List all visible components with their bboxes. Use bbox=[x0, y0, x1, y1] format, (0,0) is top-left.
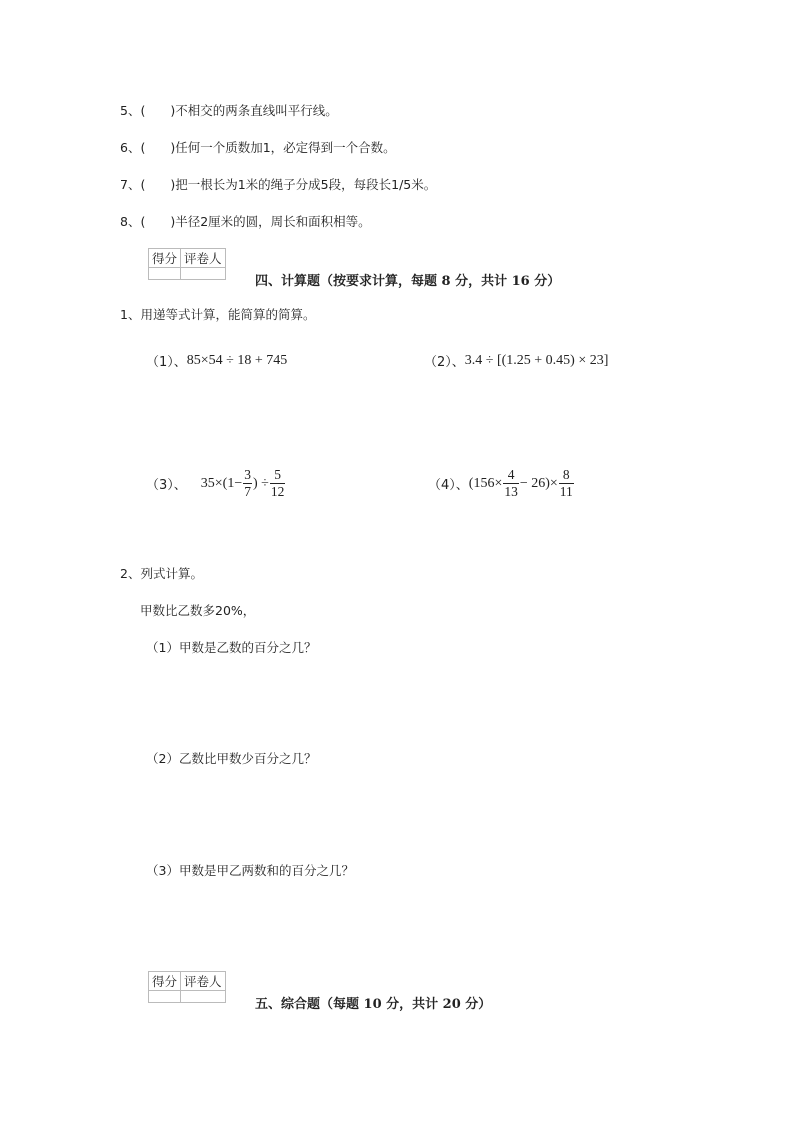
expr-label: （3）、 bbox=[146, 478, 187, 493]
answer-paren: ( ) bbox=[140, 214, 176, 229]
denominator: 12 bbox=[270, 484, 285, 499]
question-2-sub-1: （1）甲数是乙数的百分之几？ bbox=[146, 640, 317, 655]
grader-cell[interactable] bbox=[181, 991, 226, 1003]
fraction bbox=[243, 467, 252, 500]
expr-1 bbox=[146, 351, 287, 370]
numerator: 4 bbox=[503, 467, 519, 484]
expr-2 bbox=[424, 351, 608, 370]
question-2-sub-2: （2）乙数比甲数少百分之几？ bbox=[146, 751, 317, 766]
answer-paren: ( ) bbox=[140, 177, 176, 192]
expr-4 bbox=[428, 467, 575, 500]
expr-part: ) ÷ bbox=[252, 475, 269, 491]
question-1-prompt: 1、用递等式计算，能简算的简算。 bbox=[120, 307, 316, 322]
item-text: 半径2厘米的圆，周长和面积相等。 bbox=[175, 214, 371, 229]
score-cell[interactable] bbox=[149, 268, 181, 280]
denominator: 7 bbox=[244, 484, 251, 499]
answer-paren: ( ) bbox=[140, 103, 176, 118]
item-number: 6、 bbox=[120, 140, 141, 155]
fraction bbox=[559, 467, 574, 500]
grader-label: 评卷人 bbox=[181, 972, 226, 991]
item-number: 8、 bbox=[120, 214, 141, 229]
score-cell[interactable] bbox=[149, 991, 181, 1003]
score-label: 得分 bbox=[149, 972, 181, 991]
fraction bbox=[270, 467, 286, 500]
numerator: 8 bbox=[559, 467, 574, 484]
item-text: 任何一个质数加1，必定得到一个合数。 bbox=[175, 140, 396, 155]
item-number: 7、 bbox=[120, 177, 141, 192]
judge-item-5 bbox=[120, 101, 338, 119]
expr-label: （1）、 bbox=[146, 355, 187, 370]
question-2-prompt: 2、列式计算。 bbox=[120, 566, 203, 581]
expr-part: − 26)× bbox=[519, 475, 558, 491]
answer-paren: ( ) bbox=[140, 140, 176, 155]
score-box bbox=[148, 971, 226, 1003]
expr-part: (156× bbox=[468, 475, 503, 491]
score-label: 得分 bbox=[149, 249, 181, 268]
item-text: 不相交的两条直线叫平行线。 bbox=[175, 103, 338, 118]
numerator: 3 bbox=[244, 467, 251, 482]
fraction bbox=[503, 467, 519, 500]
item-number: 5、 bbox=[120, 103, 141, 118]
score-box bbox=[148, 248, 226, 280]
judge-item-6 bbox=[120, 138, 396, 156]
expr-body: 3.4 ÷ [(1.25 + 0.45) × 23] bbox=[464, 352, 609, 368]
judge-item-8 bbox=[120, 212, 371, 230]
expr-body: 85×54 ÷ 18 + 745 bbox=[186, 352, 288, 368]
question-2-sub-3: （3）甲数是甲乙两数和的百分之几？ bbox=[146, 863, 354, 878]
expr-label: （2）、 bbox=[424, 355, 465, 370]
grader-cell[interactable] bbox=[181, 268, 226, 280]
expr-label: （4）、 bbox=[428, 478, 469, 493]
expr-part: 35×(1− bbox=[200, 475, 243, 491]
item-text: 把一根长为1米的绳子分成5段，每段长1/5米。 bbox=[175, 177, 437, 192]
denominator: 11 bbox=[559, 484, 573, 499]
judge-item-7 bbox=[120, 175, 436, 193]
section-5-title: 五、综合题（每题 10 分，共计 20 分） bbox=[255, 997, 492, 1012]
expr-3 bbox=[146, 467, 286, 500]
denominator: 13 bbox=[504, 484, 518, 499]
question-2-given: 甲数比乙数多20%， bbox=[140, 603, 256, 618]
section-4-title: 四、计算题（按要求计算，每题 8 分，共计 16 分） bbox=[255, 274, 561, 289]
numerator: 5 bbox=[270, 467, 286, 484]
grader-label: 评卷人 bbox=[181, 249, 226, 268]
